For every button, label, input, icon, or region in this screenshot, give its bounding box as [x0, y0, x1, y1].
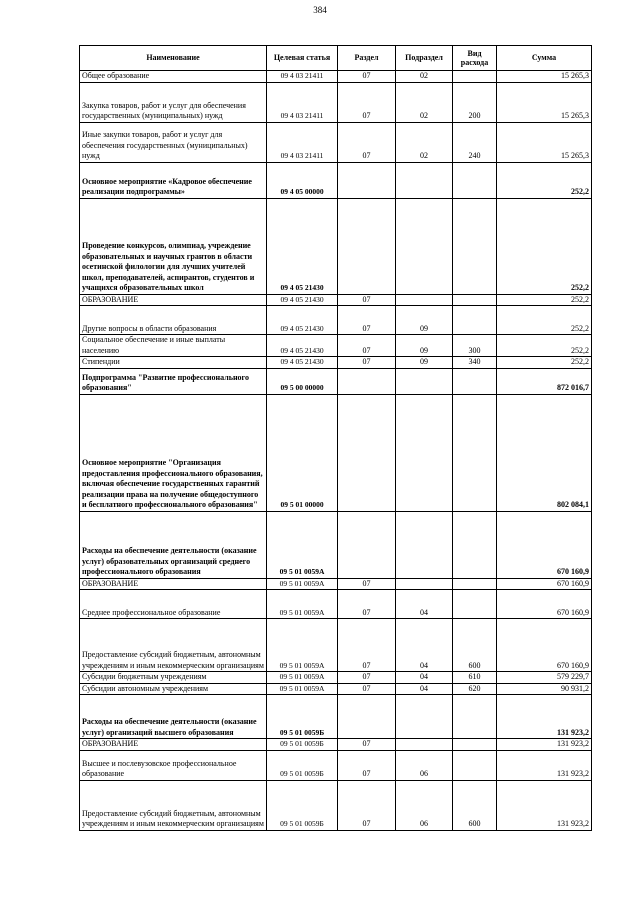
page-number: 384 [313, 5, 327, 15]
row-expense-type: 610 [453, 672, 497, 684]
row-amount: 15 265,3 [497, 82, 592, 122]
row-article: 09 4 05 21430 [267, 357, 338, 369]
row-expense-type [453, 394, 497, 511]
row-subsection: 09 [396, 306, 453, 335]
row-expense-type: 600 [453, 780, 497, 830]
row-name: Предоставление субсидий бюджетным, автономным учреждениям и иным некоммерческим организациям [80, 780, 267, 830]
row-amount: 579 229,7 [497, 672, 592, 684]
table-row [80, 357, 592, 369]
row-amount: 670 160,9 [497, 578, 592, 590]
row-amount: 252,2 [497, 198, 592, 294]
row-name: Предоставление субсидий бюджетным, автономным учреждениям и иным некоммерческим организациям [80, 619, 267, 672]
row-amount: 802 084,1 [497, 394, 592, 511]
row-subsection: 09 [396, 335, 453, 357]
row-subsection [396, 162, 453, 198]
row-section: 07 [338, 578, 396, 590]
row-section [338, 162, 396, 198]
row-name: Высшее и послевузовское профессиональное образование [80, 750, 267, 780]
row-amount: 252,2 [497, 357, 592, 369]
row-amount: 252,2 [497, 306, 592, 335]
row-amount: 15 265,3 [497, 122, 592, 162]
row-amount: 670 160,9 [497, 511, 592, 578]
row-article: 09 4 05 21430 [267, 198, 338, 294]
row-section: 07 [338, 357, 396, 369]
row-expense-type [453, 294, 497, 306]
row-subsection: 09 [396, 357, 453, 369]
row-section [338, 511, 396, 578]
row-section: 07 [338, 122, 396, 162]
table-row [80, 750, 592, 780]
row-expense-type [453, 368, 497, 394]
row-article: 09 5 00 00000 [267, 368, 338, 394]
header-amount: Сумма [497, 46, 592, 71]
row-article: 09 4 03 21411 [267, 71, 338, 83]
row-name: Стипендии [80, 357, 267, 369]
row-section: 07 [338, 306, 396, 335]
row-name: Среднее профессиональное образование [80, 590, 267, 619]
row-subsection [396, 739, 453, 751]
table-row [80, 590, 592, 619]
row-amount: 670 160,9 [497, 619, 592, 672]
row-name: Проведение конкурсов, олимпиад, учреждение образовательных и научных грантов в области осетинской филологии для лучших учителей школ, преподавателей, аспирантов, студентов и учащихся образовательных школ [80, 198, 267, 294]
row-expense-type: 200 [453, 82, 497, 122]
row-section: 07 [338, 619, 396, 672]
table-row [80, 683, 592, 695]
table-row [80, 71, 592, 83]
row-name: Подпрограмма "Развитие профессионального образования" [80, 368, 267, 394]
row-section: 07 [338, 335, 396, 357]
row-subsection: 02 [396, 122, 453, 162]
row-article: 09 5 01 0059А [267, 683, 338, 695]
row-name: Основное мероприятие «Кадровое обеспечение реализации подпрограммы» [80, 162, 267, 198]
row-name: Субсидии автономным учреждениям [80, 683, 267, 695]
row-amount: 90 931,2 [497, 683, 592, 695]
row-section: 07 [338, 750, 396, 780]
budget-table [79, 45, 592, 831]
row-expense-type: 340 [453, 357, 497, 369]
row-expense-type: 620 [453, 683, 497, 695]
row-section [338, 368, 396, 394]
row-amount: 252,2 [497, 162, 592, 198]
row-section [338, 198, 396, 294]
table-row [80, 368, 592, 394]
row-amount: 131 923,2 [497, 780, 592, 830]
row-name: Иные закупки товаров, работ и услуг для обеспечения государственных (муниципальных) нужд [80, 122, 267, 162]
row-name: Закупка товаров, работ и услуг для обеспечения государственных (муниципальных) нужд [80, 82, 267, 122]
row-article: 09 5 01 0059Б [267, 750, 338, 780]
table-row [80, 306, 592, 335]
row-subsection [396, 198, 453, 294]
row-expense-type [453, 578, 497, 590]
table-row [80, 578, 592, 590]
row-name: Расходы на обеспечение деятельности (оказание услуг) организаций высшего образования [80, 695, 267, 739]
table-row [80, 672, 592, 684]
row-amount: 131 923,2 [497, 695, 592, 739]
row-section: 07 [338, 672, 396, 684]
row-subsection: 04 [396, 590, 453, 619]
table-row [80, 198, 592, 294]
table-row [80, 739, 592, 751]
row-subsection [396, 695, 453, 739]
row-expense-type [453, 750, 497, 780]
row-name: Основное мероприятие "Организация предоставления профессионального образования, включая обеспечение государственных гарантий реализации права на получение общедоступного и бесплатного профессионального образования" [80, 394, 267, 511]
row-subsection: 06 [396, 780, 453, 830]
row-article: 09 4 05 21430 [267, 306, 338, 335]
row-expense-type: 240 [453, 122, 497, 162]
row-section: 07 [338, 82, 396, 122]
row-amount: 670 160,9 [497, 590, 592, 619]
row-article: 09 5 01 0059А [267, 578, 338, 590]
row-section: 07 [338, 71, 396, 83]
row-name: ОБРАЗОВАНИЕ [80, 739, 267, 751]
row-amount: 131 923,2 [497, 739, 592, 751]
table-row [80, 695, 592, 739]
table-row [80, 122, 592, 162]
table-row [80, 619, 592, 672]
row-subsection: 02 [396, 71, 453, 83]
row-name: Общее образование [80, 71, 267, 83]
row-article: 09 4 03 21411 [267, 82, 338, 122]
row-name: Субсидии бюджетным учреждениям [80, 672, 267, 684]
row-subsection: 06 [396, 750, 453, 780]
row-section: 07 [338, 739, 396, 751]
row-article: 09 5 01 00000 [267, 394, 338, 511]
row-subsection: 02 [396, 82, 453, 122]
table-row [80, 394, 592, 511]
table-row [80, 82, 592, 122]
row-section [338, 695, 396, 739]
header-expense-type: Вид расхода [453, 46, 497, 71]
header-section: Раздел [338, 46, 396, 71]
row-expense-type: 600 [453, 619, 497, 672]
row-name: ОБРАЗОВАНИЕ [80, 294, 267, 306]
row-subsection [396, 368, 453, 394]
table-row [80, 335, 592, 357]
row-expense-type [453, 306, 497, 335]
table-row [80, 511, 592, 578]
row-amount: 252,2 [497, 335, 592, 357]
row-expense-type [453, 695, 497, 739]
row-subsection [396, 511, 453, 578]
row-expense-type: 300 [453, 335, 497, 357]
row-subsection [396, 294, 453, 306]
row-name: Другие вопросы в области образования [80, 306, 267, 335]
row-article: 09 5 01 0059Б [267, 695, 338, 739]
row-amount: 131 923,2 [497, 750, 592, 780]
row-expense-type [453, 739, 497, 751]
row-subsection: 04 [396, 672, 453, 684]
header-subsection: Подраздел [396, 46, 453, 71]
row-article: 09 5 01 0059Б [267, 780, 338, 830]
row-section: 07 [338, 780, 396, 830]
row-section: 07 [338, 294, 396, 306]
row-expense-type [453, 511, 497, 578]
row-expense-type [453, 590, 497, 619]
row-name: Социальное обеспечение и иные выплаты населению [80, 335, 267, 357]
row-article: 09 4 05 21430 [267, 294, 338, 306]
header-article: Целевая статья [267, 46, 338, 71]
row-section [338, 394, 396, 511]
row-subsection: 04 [396, 683, 453, 695]
row-article: 09 5 01 0059А [267, 511, 338, 578]
row-expense-type [453, 198, 497, 294]
row-subsection: 04 [396, 619, 453, 672]
row-section: 07 [338, 590, 396, 619]
row-name: Расходы на обеспечение деятельности (оказание услуг) образовательных организаций среднего профессионального образования [80, 511, 267, 578]
row-amount: 15 265,3 [497, 71, 592, 83]
row-expense-type [453, 71, 497, 83]
row-article: 09 5 01 0059А [267, 619, 338, 672]
header-name: Наименование [80, 46, 267, 71]
row-amount: 252,2 [497, 294, 592, 306]
row-name: ОБРАЗОВАНИЕ [80, 578, 267, 590]
table-row [80, 780, 592, 830]
row-article: 09 5 01 0059Б [267, 739, 338, 751]
row-article: 09 5 01 0059А [267, 590, 338, 619]
row-article: 09 4 03 21411 [267, 122, 338, 162]
row-amount: 872 016,7 [497, 368, 592, 394]
row-article: 09 5 01 0059А [267, 672, 338, 684]
row-article: 09 4 05 00000 [267, 162, 338, 198]
row-subsection [396, 394, 453, 511]
row-section: 07 [338, 683, 396, 695]
table-row [80, 162, 592, 198]
table-row [80, 294, 592, 306]
row-expense-type [453, 162, 497, 198]
row-subsection [396, 578, 453, 590]
table-header-row [80, 46, 592, 71]
row-article: 09 4 05 21430 [267, 335, 338, 357]
